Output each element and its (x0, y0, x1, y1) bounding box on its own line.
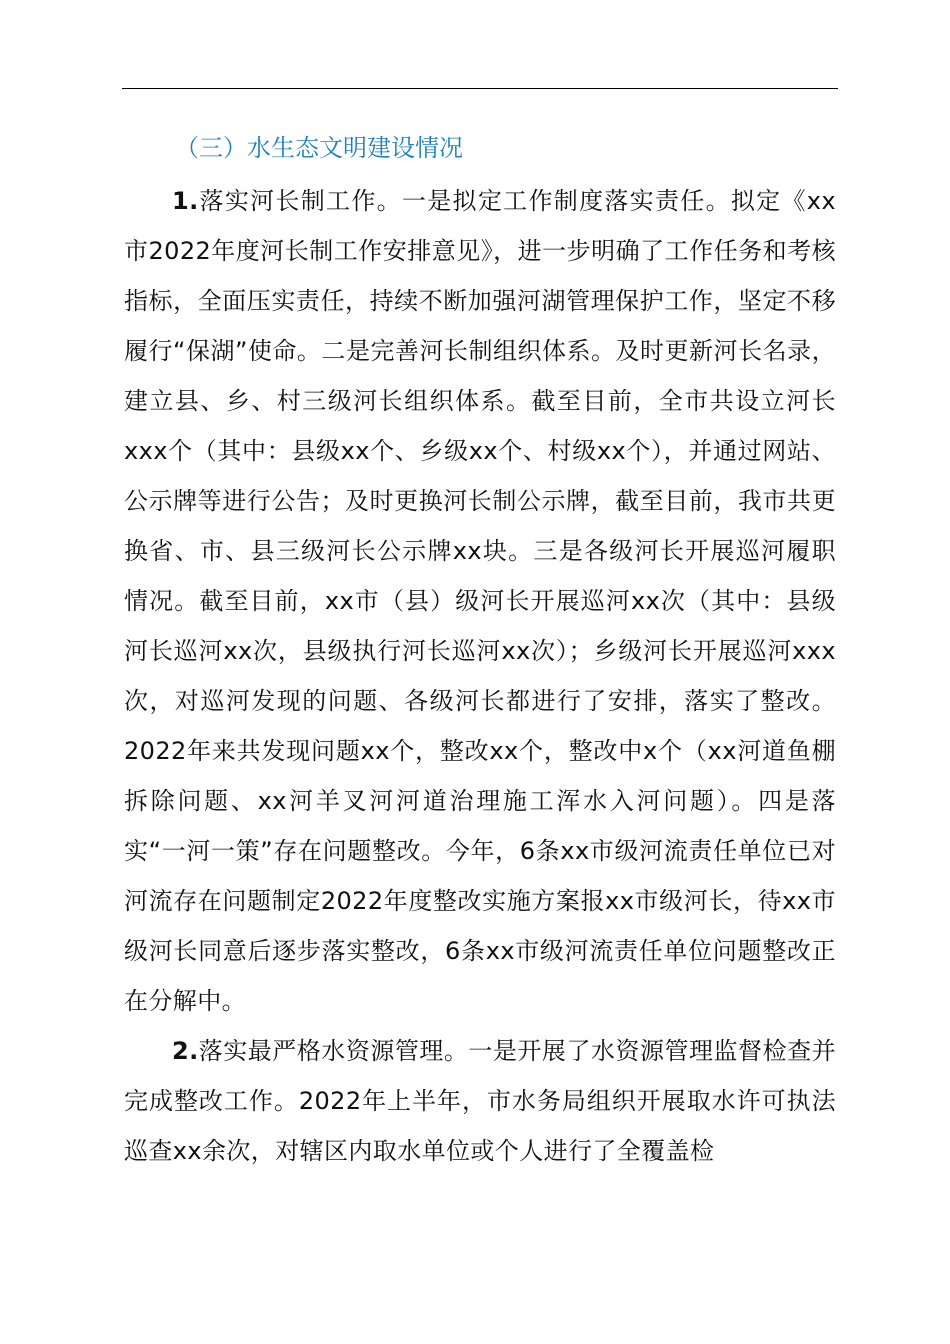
section-heading: （三）水生态文明建设情况 (175, 134, 463, 162)
paragraph-text: 落实河长制工作。一是拟定工作制度落实责任。拟定《xx市2022年度河长制工作安排意见》，进一步明确了工作任务和考核指标，全面压实责任，持续不断加强河湖管理保护工作，坚定不移履行“保湖”使命。二是完善河长制组织体系。及时更新河长名录，建立县、乡、村三级河长组织体系。截至目前，全市共设立河长xxx个（其中：县级xx个、乡级xx个、村级xx个），并通过网站、公示牌等进行公告；及时更换河长制公示牌，截至目前，我市共更换省、市、县三级河长公示牌xx块。三是各级河长开展巡河履职情况。截至目前，xx市（县）级河长开展巡河xx次（其中：县级河长巡河xx次，县级执行河长巡河xx次）；乡级河长开展巡河xxx次，对巡河发现的问题、各级河长都进行了安排，落实了整改。2022年来共发现问题xx个，整改xx个，整改中x个（xx河道鱼棚拆除问题、xx河羊叉河河道治理施工浑水入河问题）。四是落实“一河一策”存在问题整改。今年，6条xx市级河流责任单位已对河流存在问题制定2022年度整改实施方案报xx市级河长，待xx市级河长同意后逐步落实整改，6条xx市级河流责任单位问题整改正在分解中。 (124, 187, 836, 1015)
paragraph-number: 2. (172, 1037, 199, 1065)
paragraph-number: 1. (172, 187, 199, 215)
paragraph-1 (124, 176, 836, 1026)
paragraph-text: 落实最严格水资源管理。一是开展了水资源管理监督检查并完成整改工作。2022年上半年，市水务局组织开展取水许可执法巡查xx余次，对辖区内取水单位或个人进行了全覆盖检 (124, 1037, 836, 1165)
document-body (124, 176, 836, 1176)
paragraph-2 (124, 1026, 836, 1176)
header-rule (122, 88, 838, 89)
